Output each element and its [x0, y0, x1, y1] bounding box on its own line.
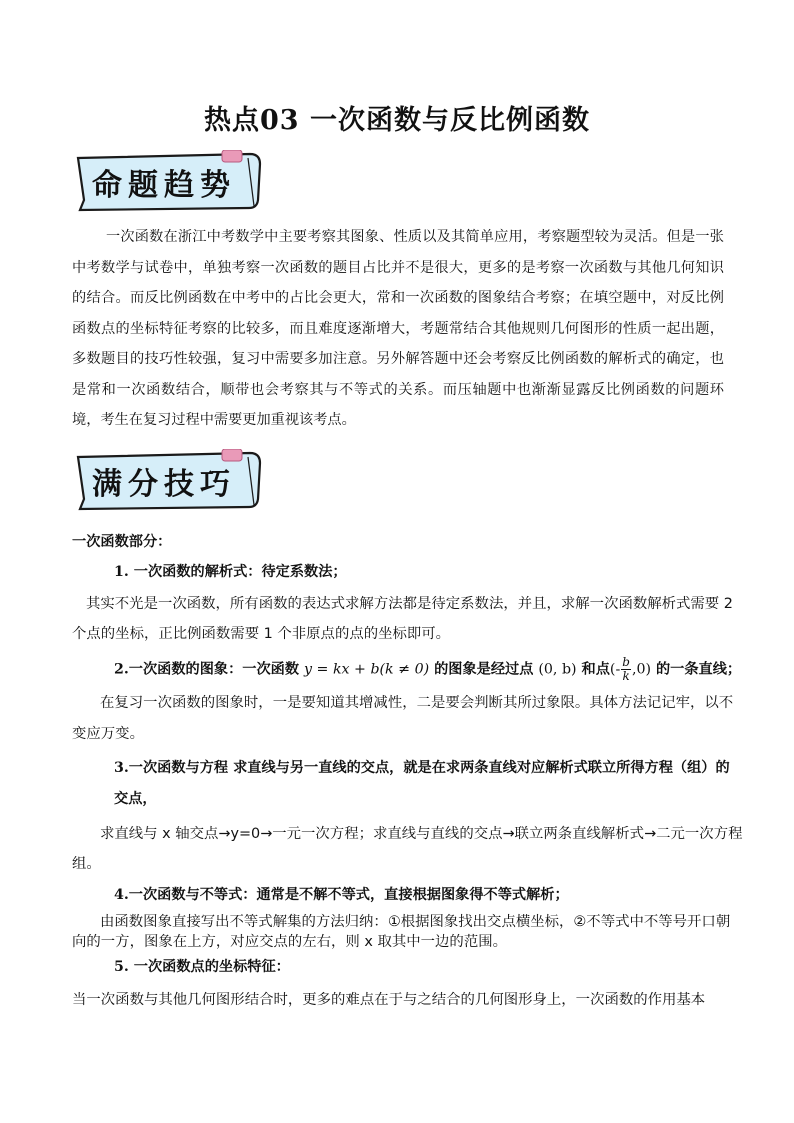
item4-heading: 4.一次函数与不等式：通常是不解不等式，直接根据图象得不等式解析；: [114, 887, 569, 903]
item5-heading: 5. 一次函数点的坐标特征：: [114, 959, 290, 975]
skills-banner: [74, 449, 262, 509]
fraction-numerator: b: [622, 655, 630, 669]
item5-text: 当一次函数与其他几何图形结合时，更多的难点在于与之结合的几何图形身上，一次函数的作用基本: [72, 992, 706, 1008]
trend-banner: [74, 150, 262, 210]
item2-heading-part: 和点: [581, 661, 610, 678]
point2-suffix: ,0): [631, 661, 652, 678]
item3-heading: 3.一次函数与方程 求直线与另一直线的交点，就是在求两条直线对应解析式联立所得方程（组）的: [114, 760, 730, 776]
skills-banner-label: 满分技巧: [92, 467, 236, 502]
section-label: 一次函数部分：: [72, 534, 172, 550]
trend-paragraph: 一次函数在浙江中考数学中主要考察其图象、性质以及其简单应用，考察题型较为灵活。但是一张中考数学与试卷中，单独考察一次函数的题目占比并不是很大，更多的是考察一次函数与其他几何知识的结合。而反比例函数在中考中的占比会更大，常和一次函数的图象结合考察；在填空题中，对反比例函数点的坐标特征考察的比较多，而且难度逐渐增大，考题常结合其他规则几何图形的性质一起出题，多数题目的技巧性较强，复习中需要多加注意。另外解答题中还会考察反比例函数的解析式的确定，也是常和一次函数结合，顺带也会考察其与不等式的关系。而压轴题中也渐渐显露反比例函数的问题环境，考生在复习过程中需要更加重视该考点。: [72, 229, 724, 428]
item2-text-cont: 变应万变。: [72, 726, 144, 742]
item4-text: 由函数图象直接写出不等式解集的方法归纳：①根据图象找出交点横坐标，②不等式中不等号开口朝: [100, 914, 731, 930]
item3-heading-cont: 交点，: [114, 791, 157, 807]
point-zero-b: (0, b): [538, 661, 577, 678]
item2-heading-part: 2.一次函数的图象：一次函数: [114, 661, 300, 678]
item3-text: 求直线与 x 轴交点→y=0→一元一次方程；求直线与直线的交点→联立两条直线解析式→二元一次方程: [100, 826, 743, 842]
item1-heading: 1. 一次函数的解析式：待定系数法；: [114, 564, 347, 580]
page-title: 热点03 一次函数与反比例函数: [204, 105, 590, 136]
point2-prefix: (-: [609, 661, 621, 678]
fraction-denominator: k: [622, 669, 630, 683]
item1-text: 其实不光是一次函数，所有函数的表达式求解方法都是待定系数法，并且，求解一次函数解析式需要 2: [86, 596, 733, 612]
item2-heading: [114, 656, 741, 683]
b-over-k-fraction: [621, 656, 631, 683]
item4-text-cont: 向的一方，图象在上方，对应交点的左右，则 x 取其中一边的范围。: [72, 934, 507, 950]
item1-text-cont: 个点的坐标，正比例函数需要 1 个非原点的点的坐标即可。: [72, 626, 451, 642]
item2-text: 在复习一次函数的图象时，一是要知道其增减性，二是要会判断其所过象限。具体方法记记牢，以不: [100, 695, 734, 711]
trend-banner-label: 命题趋势: [92, 168, 236, 203]
linear-function-formula: y = kx + b(k ≠ 0): [304, 661, 430, 678]
item3-text-cont: 组。: [72, 856, 101, 872]
item2-heading-part: 的一条直线；: [655, 661, 742, 678]
item2-heading-part: 的图象是经过点: [434, 661, 534, 678]
